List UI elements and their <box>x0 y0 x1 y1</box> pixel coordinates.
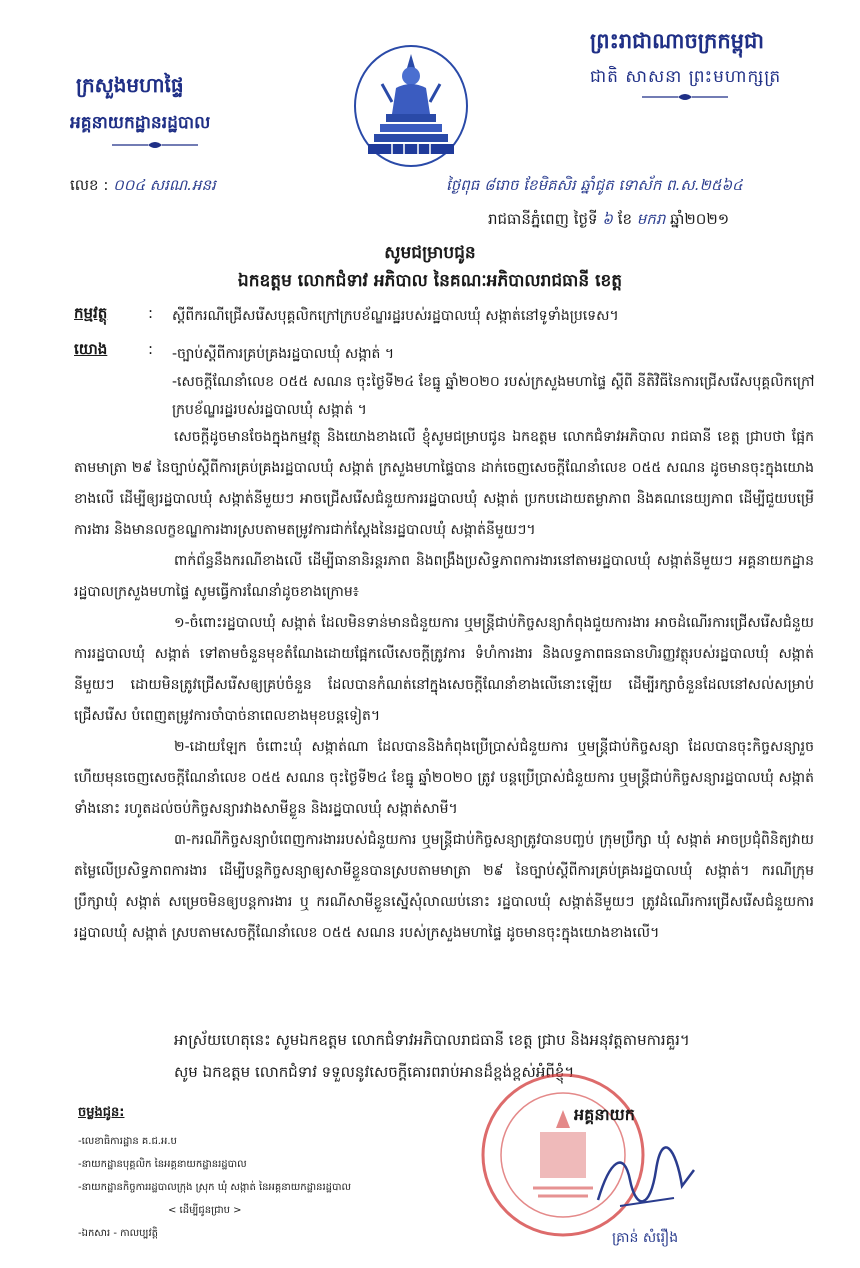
salutation: សូមជម្រាបជូន <box>384 243 476 263</box>
cc-title: ចម្លងជូន: <box>78 1105 125 1120</box>
reference-colon: : <box>148 340 154 358</box>
national-motto: ជាតិ សាសនា ព្រះមហាក្សត្រ <box>590 67 782 87</box>
reference-number-value: ០០៤ សរណ.អនរ <box>113 176 216 194</box>
subject-colon: : <box>148 304 154 322</box>
subject-text: ស្តីពីករណីជ្រើសរើសបុគ្គលិកក្រៅក្របខ័ណ្ឌរដ្ឋរបស់រដ្ឋបាលឃុំ សង្កាត់នៅទូទាំងប្រទេស។ <box>172 308 619 324</box>
lunar-date <box>446 176 743 198</box>
body-paragraph: ១-ចំពោះរដ្ឋបាលឃុំ សង្កាត់ ដែលមិនទាន់មានជំនួយការ ឬមន្ត្រីជាប់កិច្ចសន្យាកំពុងជួយការងារ អាចដំណើរការជ្រើសរើសជំនួយការរដ្ឋបាលឃុំ សង្កាត់ ទៅតាមចំនួនមុខតំណែងដោយផ្អែកលើសេចក្តីត្រូវការ ទំហំការងារ និងលទ្ធភាពធនធានហិរញ្ញវត្ថុរបស់រដ្ឋបាលឃុំ សង្កាត់នីមួយៗ ដោយមិនត្រូវជ្រើសរើសឲ្យគ្រប់ចំនួន ដែលបានកំណត់នៅក្នុងសេចក្តីណែនាំខាងលើនោះឡើយ ដើម្បីរក្សាចំនួនដែលនៅសល់សម្រាប់ជ្រើសរើស បំពេញតម្រូវការចាំបាច់នាពេលខាងមុខបន្តទៀត។ <box>74 615 814 724</box>
body-paragraph: ៣-ករណីកិច្ចសន្យាបំពេញការងាររបស់ជំនួយការ ឬមន្ត្រីជាប់កិច្ចសន្យាត្រូវបានបញ្ចប់ ក្រុមប្រឹក្សា ឃុំ សង្កាត់ អាចប្រជុំពិនិត្យវាយតម្លៃលើប្រសិទ្ធភាពការងារ ដើម្បីបន្តកិច្ចសន្យាឲ្យសាមីខ្លួនបានស្របតាមមាត្រា ២៩ នៃច្បាប់ស្តីពីការគ្រប់គ្រងរដ្ឋបាលឃុំ សង្កាត់។ ករណីក្រុមប្រឹក្សាឃុំ សង្កាត់ សម្រេចមិនឲ្យបន្តការងារ ឬ ករណីសាមីខ្លួនស្នើសុំលាឈប់នោះ រដ្ឋបាលឃុំ សង្កាត់នីមួយៗ ត្រូវដំណើរការជ្រើសរើសជំនួយការរដ្ឋបាលឃុំ សង្កាត់ ស្របតាមសេចក្តីណែនាំលេខ ០៥៥ សណន របស់ក្រសួងមហាផ្ទៃ ដូចមានចុះក្នុងយោងខាងលើ។ <box>74 832 814 941</box>
ministry-emblem-icon <box>352 44 470 168</box>
body-paragraph: សេចក្តីដូចមានចែងក្នុងកម្មវត្ថុ និងយោងខាងលើ ខ្ញុំសូមជម្រាបជូន ឯកឧត្តម លោកជំទាវអភិបាល រាជធានី ខេត្ត ជ្រាបថា ផ្អែកតាមមាត្រា ២៩ នៃច្បាប់ស្តីពីការគ្រប់គ្រងរដ្ឋបាលឃុំ សង្កាត់ ក្រសួងមហាផ្ទៃបាន ដាក់ចេញសេចក្តីណែនាំលេខ ០៥៥ សណន ដូចមានចុះក្នុងយោងខាងលើ ដើម្បីឲ្យរដ្ឋបាលឃុំ សង្កាត់នីមួយៗ អាចជ្រើសរើសជំនួយការរដ្ឋបាលឃុំ សង្កាត់ ប្រកបដោយតម្លាភាព និងគណនេយ្យភាព ដើម្បីជួយបម្រើការងារ និងមានលក្ខខណ្ឌការងារស្របតាមតម្រូវការជាក់ស្តែងនៃរដ្ឋបាលឃុំ សង្កាត់នីមួយៗ។ <box>74 429 814 538</box>
cc-item: < ដើម្បីជូនជ្រាប > <box>168 1205 242 1216</box>
reference-number <box>70 176 216 198</box>
body-paragraph: ២-ដោយឡែក ចំពោះឃុំ សង្កាត់ណា ដែលបាននិងកំពុងប្រើប្រាស់ជំនួយការ ឬមន្ត្រីជាប់កិច្ចសន្យា ដែលបានចុះកិច្ចសន្យារួចហើយមុនចេញសេចក្តីណែនាំលេខ ០៥៥ សណន ចុះថ្ងៃទី២៤ ខែធ្នូ ឆ្នាំ២០២០ ត្រូវ បន្តប្រើប្រាស់ជំនួយការ ឬមន្ត្រីជាប់កិច្ចសន្យារដ្ឋបាលឃុំ សង្កាត់ទាំងនោះ រហូតដល់ចប់កិច្ចសន្យារវាងសាមីខ្លួន និងរដ្ឋបាលឃុំ សង្កាត់សាមី។ <box>74 739 814 817</box>
reference-label: យោង <box>74 340 108 358</box>
cc-item: -នាយកដ្ឋានបុគ្គលិក នៃអគ្គនាយកដ្ឋានរដ្ឋបាល <box>78 1159 247 1170</box>
issue-date <box>488 210 729 232</box>
cc-list <box>78 1130 478 1245</box>
date-day: ៦ <box>602 210 613 228</box>
reference-item: -ច្បាប់ស្តីពីការគ្រប់គ្រងរដ្ឋបាលឃុំ សង្កាត់ ។ <box>172 346 395 362</box>
lunar-date-text: ថ្ងៃពុធ ៨រោច ខែមិគសិរ ឆ្នាំជូត ទោស័ក ព.ស.២៥៦៤ <box>446 176 743 194</box>
reference-list <box>172 340 822 424</box>
date-prefix: រាជធានីភ្នំពេញ ថ្ងៃទី <box>488 210 598 228</box>
signatory-name: គ្រាន់ សំរឿង <box>612 1230 679 1246</box>
reference-prefix: លេខ : <box>70 176 109 194</box>
closing-line: អាស្រ័យហេតុនេះ សូមឯកឧត្តម លោកជំទាវអភិបាលរាជធានី ខេត្ត ជ្រាប និងអនុវត្តតាមការគួរ។ <box>174 1031 690 1049</box>
cc-item: -លេខាធិការដ្ឋាន គ.ជ.អ.ប <box>78 1136 177 1147</box>
ornament-divider-icon <box>110 140 200 150</box>
date-month: មករា <box>636 210 666 228</box>
date-month-label: ខែ <box>617 210 632 228</box>
closing-line: សូម ឯកឧត្តម លោកជំទាវ ទទួលនូវសេចក្តីគោរពរាប់អានដ៏ខ្ពង់ខ្ពស់អំពីខ្ញុំ។ <box>174 1063 575 1081</box>
kingdom-title: ព្រះរាជាណាចក្រកម្ពុជា <box>590 29 765 53</box>
addressee: ឯកឧត្តម លោកជំទាវ អភិបាល នៃគណៈអភិបាលរាជធានី ខេត្ត <box>237 271 623 291</box>
cc-item: -ឯកសារ - កាលប្បវត្តិ <box>78 1228 159 1239</box>
signatory-title: អគ្គនាយក <box>574 1105 635 1124</box>
reference-item: -សេចក្តីណែនាំលេខ ០៥៥ សណន ចុះថ្ងៃទី២៤ ខែធ្នូ ឆ្នាំ២០២០ របស់ក្រសួងមហាផ្ទៃ ស្តីពី នីតិវិធីនៃការជ្រើសរើសបុគ្គលិកក្រៅក្របខ័ណ្ឌរដ្ឋរបស់រដ្ឋបាលឃុំ សង្កាត់ ។ <box>172 374 815 418</box>
letter-body <box>74 422 814 949</box>
department-name: អគ្គនាយកដ្ឋានរដ្ឋបាល <box>70 113 211 133</box>
ministry-name: ក្រសួងមហាផ្ទៃ <box>76 73 184 97</box>
handwritten-signature-icon <box>590 1140 700 1220</box>
body-paragraph: ពាក់ព័ន្ធនឹងករណីខាងលើ ដើម្បីធានានិរន្តរភាព និងពង្រឹងប្រសិទ្ធភាពការងារនៅតាមរដ្ឋបាលឃុំ សង្កាត់នីមួយៗ អគ្គនាយកដ្ឋានរដ្ឋបាលក្រសួងមហាផ្ទៃ សូមធ្វើការណែនាំដូចខាងក្រោម៖ <box>74 553 814 600</box>
ornament-divider-icon <box>640 92 730 102</box>
date-year: ឆ្នាំ២០២១ <box>670 210 730 228</box>
cc-item: -នាយកដ្ឋានកិច្ចការរដ្ឋបាលក្រុង ស្រុក ឃុំ សង្កាត់ នៃអគ្គនាយកដ្ឋានរដ្ឋបាល <box>78 1182 352 1193</box>
subject-label: កម្មវត្ថុ <box>74 304 108 322</box>
